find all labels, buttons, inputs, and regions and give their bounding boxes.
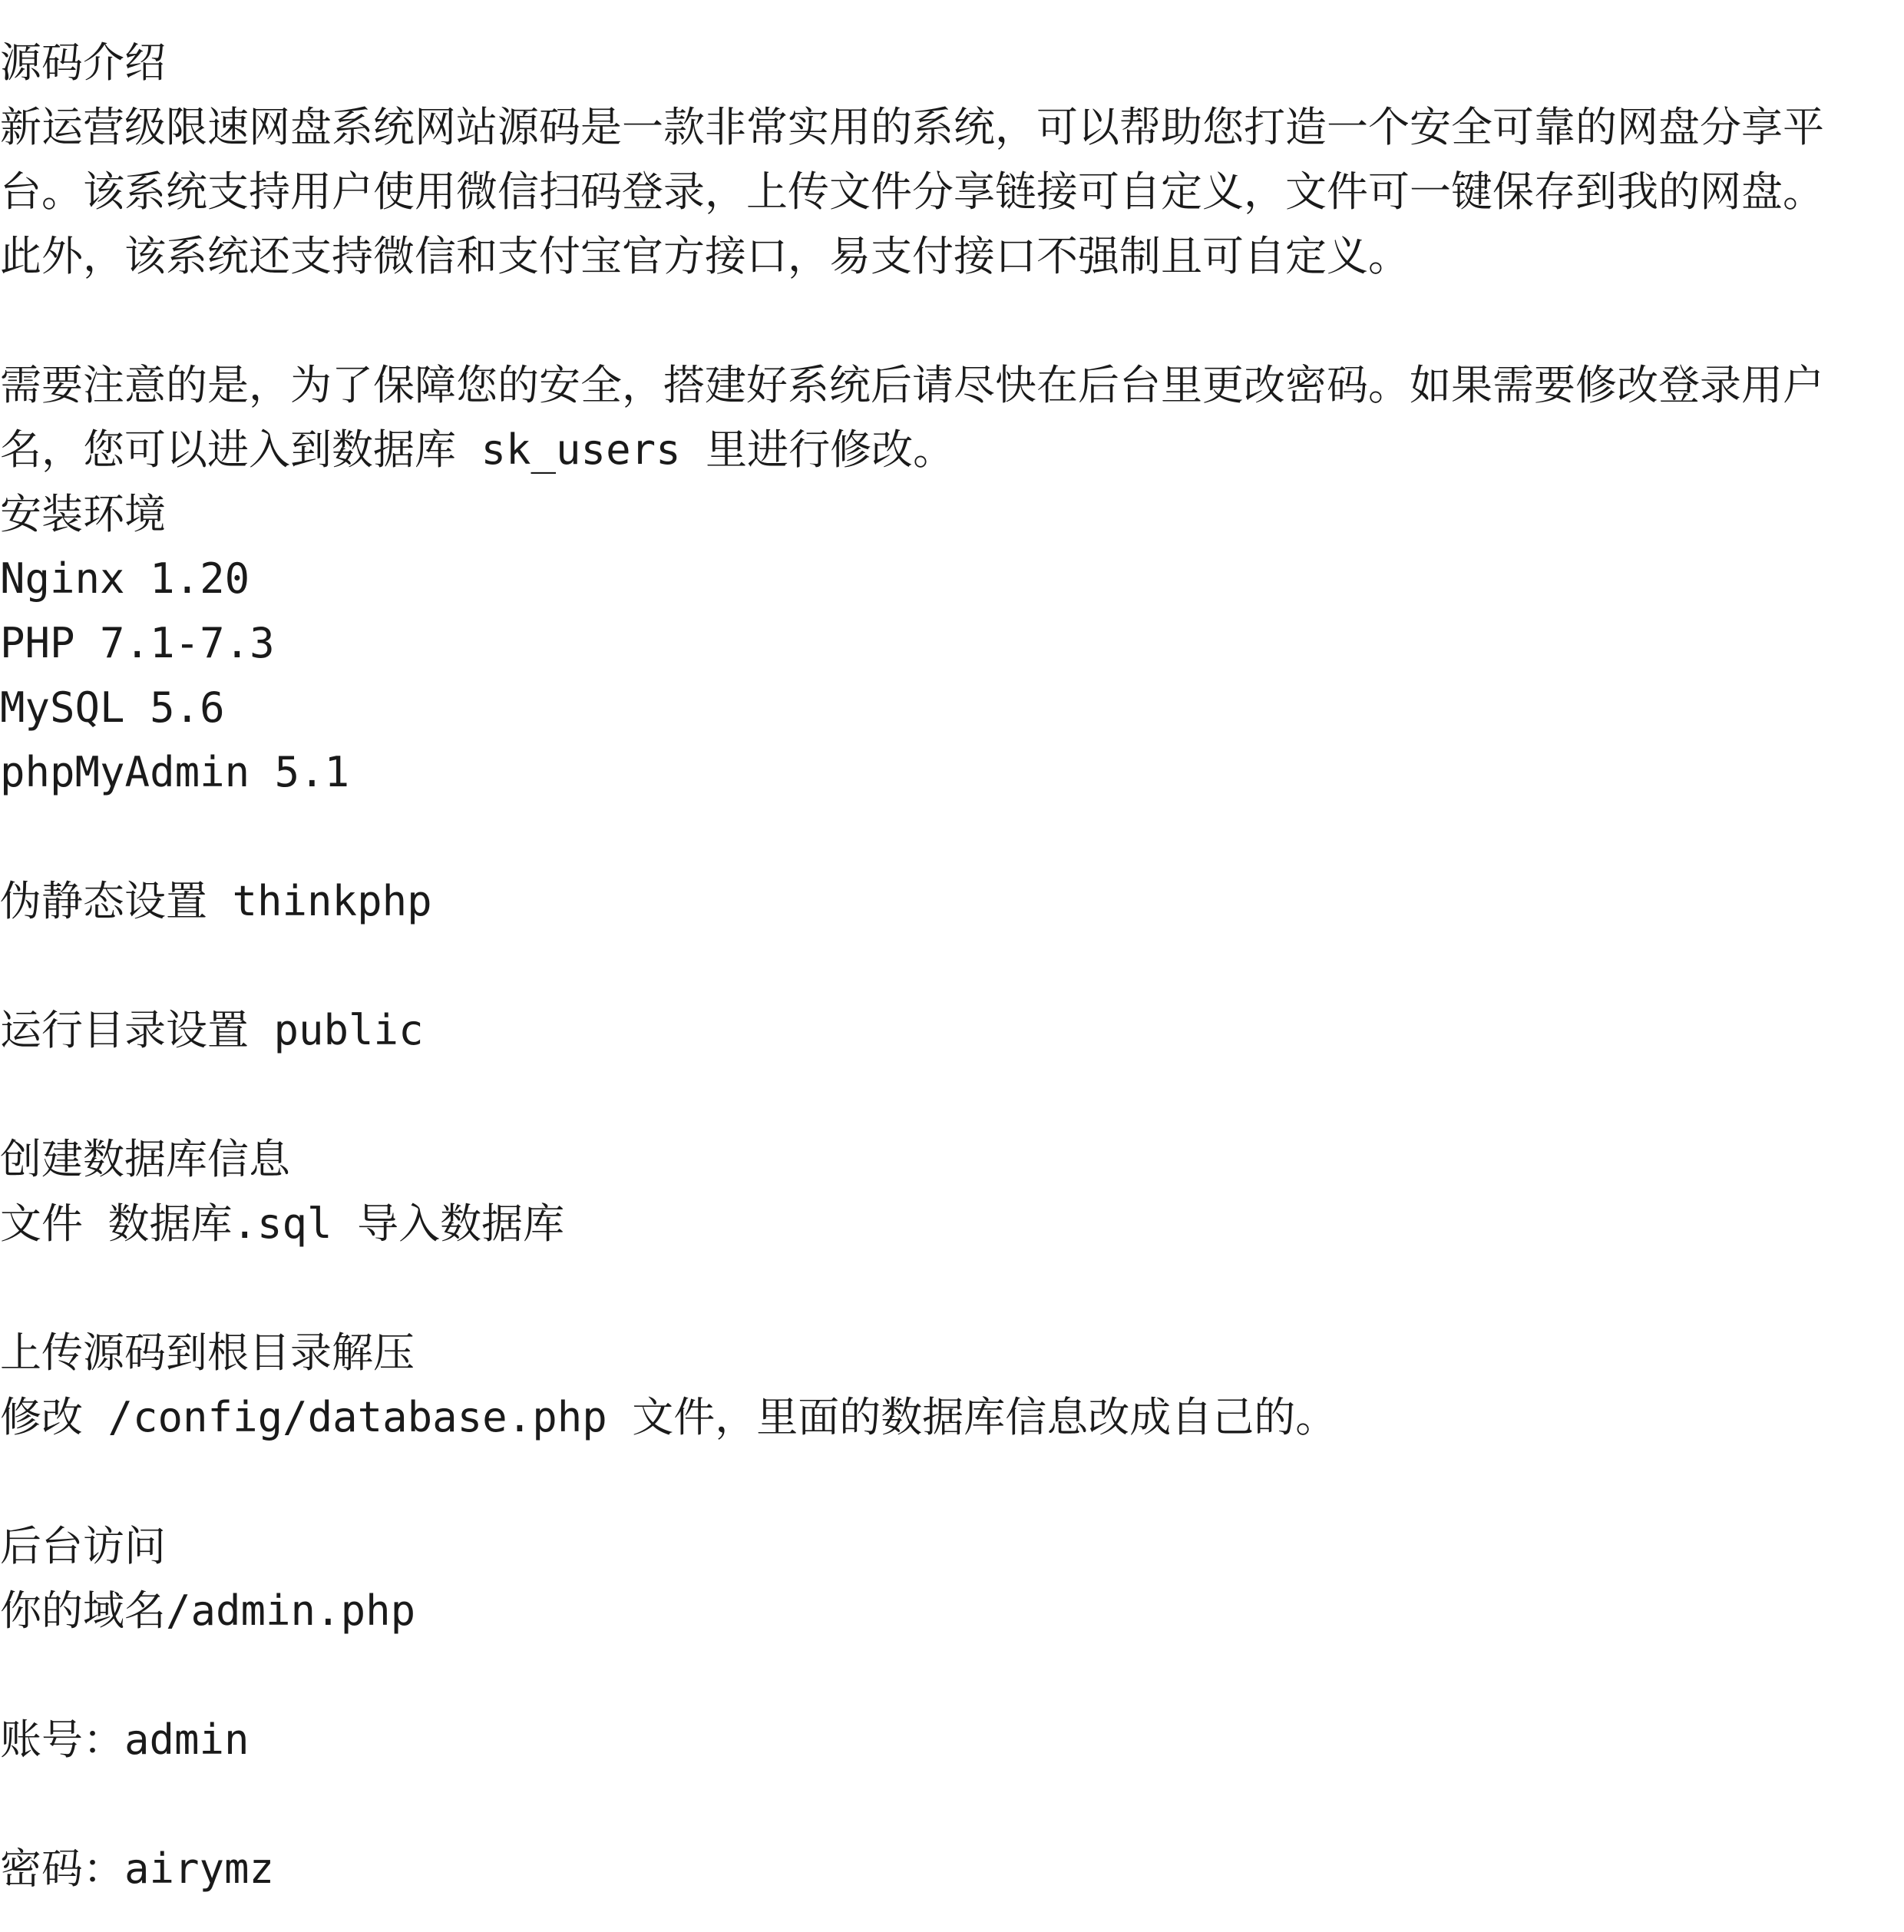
admin-url: 你的域名/admin.php [0, 1586, 416, 1635]
intro-heading: 源码介绍 [0, 38, 166, 87]
document-body [0, 31, 1896, 1901]
admin-heading: 后台访问 [0, 1522, 166, 1570]
env-item-mysql: MySQL 5.6 [0, 683, 225, 732]
db-import-line: 文件 数据库.sql 导入数据库 [0, 1199, 565, 1248]
upload-config-line: 修改 /config/database.php 文件，里面的数据库信息改成自己的。 [0, 1393, 1337, 1441]
spacer [0, 1450, 1896, 1514]
spacer [0, 289, 1896, 353]
env-item-phpmyadmin: phpMyAdmin 5.1 [0, 748, 350, 796]
spacer [0, 934, 1896, 998]
intro-para2-line1: 需要注意的是，为了保障您的安全，搭建好系统后请尽快在后台里更改密码。如果需要修改登录用户 [0, 361, 1824, 409]
spacer [0, 1256, 1896, 1321]
env-heading: 安装环境 [0, 490, 166, 538]
db-heading: 创建数据库信息 [0, 1135, 290, 1183]
env-item-nginx: Nginx 1.20 [0, 554, 250, 603]
env-item-php: PHP 7.1-7.3 [0, 619, 275, 667]
intro-para2-line2: 名，您可以进入到数据库 sk_users 里进行修改。 [0, 425, 955, 474]
spacer [0, 805, 1896, 869]
run-directory-setting: 运行目录设置 public [0, 1006, 424, 1054]
rewrite-setting: 伪静态设置 thinkphp [0, 877, 432, 925]
admin-password: 密码：airymz [0, 1844, 275, 1893]
spacer [0, 1063, 1896, 1127]
intro-para1-line1: 新运营级限速网盘系统网站源码是一款非常实用的系统，可以帮助您打造一个安全可靠的网盘分享平 [0, 103, 1824, 151]
upload-heading: 上传源码到根目录解压 [0, 1328, 415, 1377]
spacer [0, 1643, 1896, 1708]
intro-para1-line2: 台。该系统支持用户使用微信扫码登录，上传文件分享链接可自定义，文件可一键保存到我的网盘。 [0, 167, 1824, 216]
intro-para1-line3: 此外，该系统还支持微信和支付宝官方接口，易支付接口不强制且可自定义。 [0, 232, 1410, 280]
admin-account: 账号：admin [0, 1715, 250, 1764]
spacer [0, 1772, 1896, 1837]
